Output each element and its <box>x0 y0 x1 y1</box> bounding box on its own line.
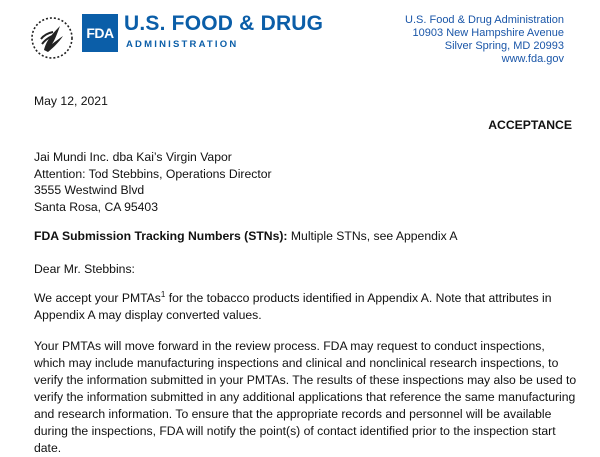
agency-name: U.S. FOOD & DRUG <box>124 12 324 35</box>
stn-line <box>34 229 458 243</box>
address-line: Silver Spring, MD 20993 <box>444 40 564 52</box>
status-heading: ACCEPTANCE <box>488 118 572 132</box>
recipient-line: Attention: Tod Stebbins, Operations Director <box>34 166 272 181</box>
paragraph-acceptance <box>34 290 574 324</box>
recipient-line: Jai Mundi Inc. dba Kai’s Virgin Vapor <box>34 150 232 164</box>
recipient-line: 3555 Westwind Blvd <box>34 183 145 197</box>
para1-start: We accept your PMTAs <box>34 291 161 305</box>
agency-address <box>405 14 564 66</box>
fda-logo: FDA <box>82 14 118 52</box>
para1-rest: for the tobacco products identified in Appendix A. Note that attributes in Appendix A may display converted values. <box>34 291 552 322</box>
stn-value: Multiple STNs, see Appendix A <box>287 229 458 243</box>
letter-date: May 12, 2021 <box>34 94 108 108</box>
letterhead <box>0 0 600 80</box>
address-line: 10903 New Hampshire Avenue <box>412 27 564 39</box>
hhs-eagle-seal-icon <box>30 14 74 62</box>
agency-subtitle: ADMINISTRATION <box>126 39 239 50</box>
footnote-marker: 1 <box>160 289 166 299</box>
recipient-line: Santa Rosa, CA 95403 <box>34 199 158 214</box>
paragraph-review-process: Your PMTAs will move forward in the review process. FDA may request to conduct inspections, which may include manufacturing inspections and clinical and nonclinical research inspections, to verify the information submitted in your PMTAs. The results of these inspections may also be used to verify the information submitted in any additional applications that reference the same manufacturing and research information. To ensure that the appropriate records and personnel will be available during the inspections, FDA will notify the point(s) of contact identified prior to the inspection start date. <box>34 339 577 455</box>
salutation: Dear Mr. Stebbins: <box>34 262 135 276</box>
website-link[interactable]: www.fda.gov <box>501 53 564 65</box>
stn-label: FDA Submission Tracking Numbers (STNs): <box>34 229 288 243</box>
recipient-address <box>34 149 272 215</box>
address-line: U.S. Food & Drug Administration <box>405 14 564 26</box>
